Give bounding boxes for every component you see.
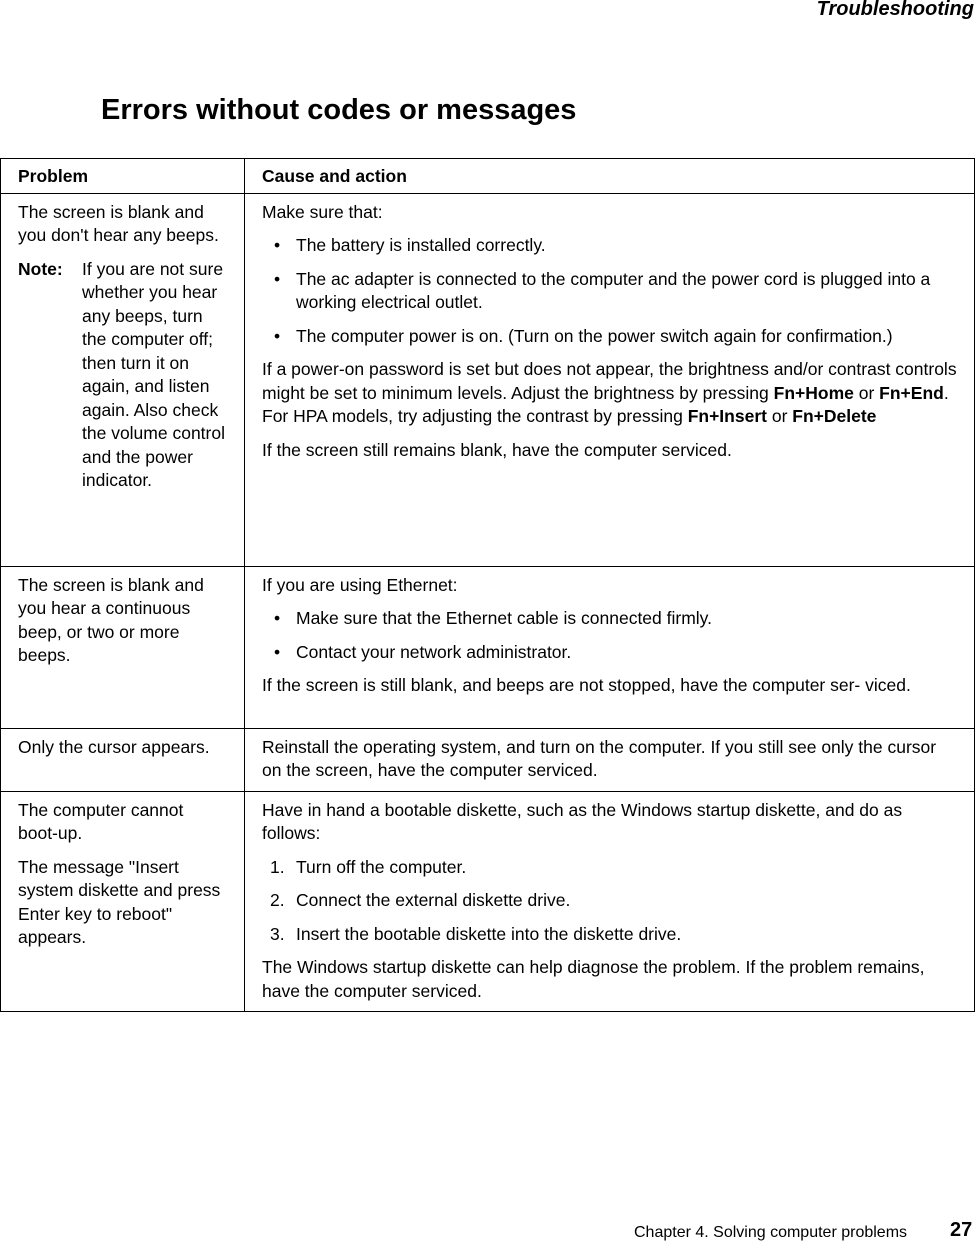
list-item xyxy=(262,923,957,947)
problem-text: Only the cursor appears. xyxy=(18,736,210,757)
service-text: If the screen still remains blank, have the computer serviced. xyxy=(262,439,732,460)
intro-text: If you are using Ethernet: xyxy=(262,574,458,595)
chapter-label: Chapter 4. Solving computer problems xyxy=(634,1224,908,1241)
bullet-list xyxy=(262,234,957,348)
service-text: The Windows startup diskette can help diagnose the problem. If the problem remains, have the computer serviced. xyxy=(262,957,925,1001)
step-text: Turn off the computer. xyxy=(296,856,467,877)
password-paragraph xyxy=(262,358,957,429)
list-item xyxy=(262,856,957,880)
text: or xyxy=(766,406,793,426)
key-combo: Fn+Insert xyxy=(687,406,767,426)
action-text: Reinstall the operating system, and turn on the computer. If you still see only the cursor on the screen, have the computer serviced. xyxy=(262,736,937,780)
list-item xyxy=(262,889,957,913)
problem-text: The screen is blank and you hear a continuous beep, or two or more beeps. xyxy=(18,574,204,665)
action-cell xyxy=(245,193,975,566)
list-item: • The computer power is on. (Turn on the power switch again for confirmation.) xyxy=(262,325,957,349)
step-text: Insert the bootable diskette into the diskette drive. xyxy=(296,923,682,944)
key-combo: Fn+End xyxy=(879,382,944,403)
action-cell xyxy=(245,791,975,1012)
list-item: • The battery is installed correctly. xyxy=(262,234,957,258)
header-problem: Problem xyxy=(1,159,245,194)
numbered-list xyxy=(262,856,957,947)
problem-cell xyxy=(1,193,245,566)
action-cell xyxy=(245,566,975,728)
page-number: 27 xyxy=(950,1219,973,1241)
table-row xyxy=(1,728,975,791)
step-text: Connect the external diskette drive. xyxy=(296,890,571,910)
header-cause-action: Cause and action xyxy=(245,159,975,194)
problem-text: The screen is blank and you don't hear any beeps. xyxy=(18,201,219,245)
running-head: Troubleshooting xyxy=(816,0,974,20)
page-title: Errors without codes or messages xyxy=(101,94,577,126)
step-number: 2. xyxy=(270,890,285,910)
problem-cell xyxy=(1,791,245,1012)
problem-cell xyxy=(1,566,245,728)
text: If a power-on password is set but does not appear, the brightness and/or contrast controls might be set to minimum levels. Adjust the brightness by pressing xyxy=(262,359,957,403)
text: or xyxy=(853,382,880,403)
table-row xyxy=(1,791,975,1012)
table-header-row xyxy=(1,159,975,194)
list-item: • The ac adapter is connected to the computer and the power cord is plugged into a working electrical outlet. xyxy=(262,268,957,315)
problem-text: The message "Insert system diskette and press Enter key to reboot" appears. xyxy=(18,856,221,947)
step-number: 3. xyxy=(270,923,285,944)
key-combo: Fn+Home xyxy=(773,382,854,403)
note-text: If you are not sure whether you hear any beeps, turn the computer off; then turn it on again, and listen again. Also check the volume control and the power indicator. xyxy=(82,258,225,490)
table-row xyxy=(1,193,975,566)
bullet-list xyxy=(262,607,957,664)
action-cell xyxy=(245,728,975,791)
list-item: • Make sure that the Ethernet cable is connected firmly. xyxy=(262,607,957,631)
intro-text: Make sure that: xyxy=(262,201,383,222)
intro-text: Have in hand a bootable diskette, such as the Windows startup diskette, and do as follows: xyxy=(262,799,903,843)
list-item: • Contact your network administrator. xyxy=(262,641,957,665)
step-number: 1. xyxy=(270,856,285,877)
troubleshooting-table xyxy=(0,158,975,1012)
text: . For HPA models, try adjusting the contrast by pressing xyxy=(262,382,949,426)
key-combo: Fn+Delete xyxy=(792,406,877,426)
problem-cell xyxy=(1,728,245,791)
note xyxy=(18,258,227,493)
problem-text: The computer cannot boot-up. xyxy=(18,799,184,843)
page-footer xyxy=(634,1219,973,1242)
service-text: If the screen is still blank, and beeps are not stopped, have the computer ser- viced. xyxy=(262,675,911,695)
note-label: Note: xyxy=(18,258,63,279)
table-row xyxy=(1,566,975,728)
